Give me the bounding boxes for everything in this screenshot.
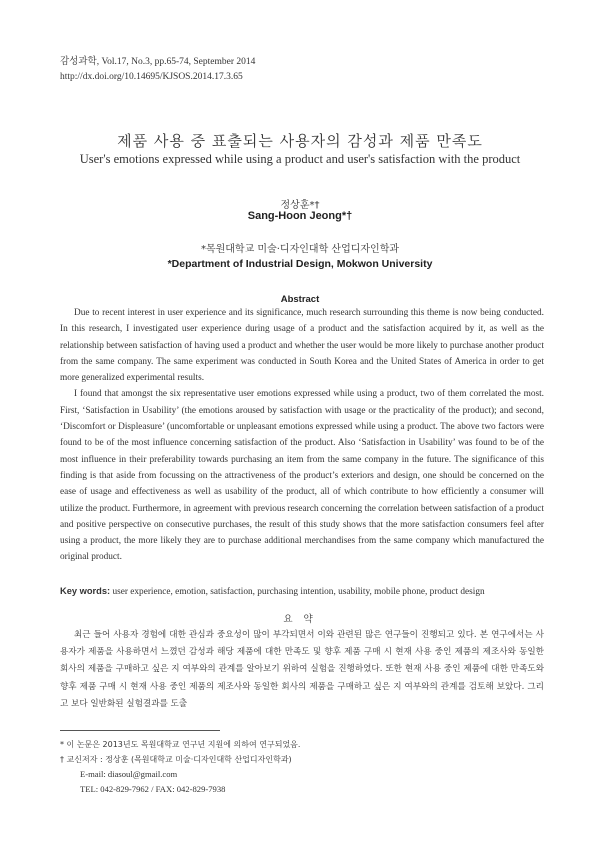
corresponding-author-note: † 교신저자 : 정상훈 (목원대학교 미술·디자인대학 산업디자인학과) — [60, 755, 292, 764]
keywords-text: user experience, emotion, satisfaction, purchasing intention, usability, mobile phone, product design — [112, 587, 485, 597]
summary-body: 최근 들어 사용자 경험에 대한 관심과 중요성이 많이 부각되면서 이와 관련된 많은 연구들이 진행되고 있다. 본 연구에서는 사용자가 제품을 사용하면서 느꼈던 감성과 해당 제품에 대한 만족도 및 향후 제품 구매 시 현재 사용 중인 제품의 제조사와 동일한 회사의 제품을 구매하고 싶은 지 여부와의 관계를 알아보기 위하여 실험을 진행하였다. 또한 현재 사용 중인 제품에 대한 만족도와 향후 제품 구매 시 현재 사용 중인 제품의 제조사와 동일한 회사의 제품을 구매하고 싶은 지 여부와의 관계를 검토해 보았다. 그리고 보다 일반화된 실험결과를 도출 — [60, 630, 544, 709]
author-korean: 정상훈*† — [280, 200, 320, 211]
author-email[interactable]: E-mail: diasoul@gmail.com — [80, 769, 178, 779]
abstract-body — [60, 305, 544, 566]
abstract-paragraph: I found that amongst the six representative user emotions expressed while using a product, two of them correlated the most. First, ‘Satisfaction in Usability’ (the emotions aroused by satisfaction with usage or the practicality of the product); and second, ‘Discomfort or Displeasure’ (uncomfortable or unpleasant emotions expressed while using a product. The above two factors were found to be of the most influence concerning satisfaction of the product. Also ‘Satisfaction in Usability’ was found to be of the most influence in their preferability towards purchasing an item from the same company in the future. The significance of this finding is that aside from focussing on the attractiveness of the product’s exteriors and design, one should be concerned on the ease of usage and effectiveness as well as usability of the product, all of which contribute to how efficiently a consumer will utilize the product. Furthermore, in agreement with previous research concerning the correlation between satisfaction of a product and positive perspective on consecutive purchases, the result of this study shows that the more satisfaction consumers feel after using a product, the more likely they are to purchase additional merchandises from the same company which manufactured the original product. — [60, 389, 544, 563]
affiliation-english: *Department of Industrial Design, Mokwon University — [167, 258, 433, 270]
abstract-paragraph: Due to recent interest in user experience and its significance, much research surrounding this theme is now being conducted. In this research, I investigated user experience during usage of a product and the satisfaction acquired by it, as well as the relationship between satisfaction of having used a product and whether the user would be more likely to purchase another product from the same company. The same experiment was conducted in South Korea and the United States of America in order to get more generalized experimental results. — [60, 308, 544, 384]
keywords — [60, 584, 544, 600]
author-phone: TEL: 042-829-7962 / FAX: 042-829-7938 — [80, 784, 226, 794]
journal-header — [60, 55, 255, 85]
title-english: User's emotions expressed while using a product and user's satisfaction with the product — [79, 152, 521, 166]
title-korean: 제품 사용 중 표출되는 사용자의 감성과 제품 만족도 — [117, 132, 483, 150]
author-english: Sang-Hoon Jeong*† — [247, 210, 353, 222]
journal-citation: 감성과학, Vol.17, No.3, pp.65-74, September 2014 — [60, 57, 256, 67]
abstract-heading: Abstract — [280, 294, 320, 305]
keywords-label: Key words: — [60, 586, 111, 596]
summary-heading: 요 약 — [283, 614, 317, 625]
doi-link[interactable]: http://dx.doi.org/10.14695/KJSOS.2014.17.3.65 — [60, 72, 243, 82]
footnotes — [60, 737, 300, 797]
affiliation-korean: *목원대학교 미술·디자인대학 산업디자인학과 — [200, 244, 400, 255]
funding-note: * 이 논문은 2013년도 목원대학교 연구년 지원에 의하여 연구되었음. — [60, 740, 301, 749]
footnote-divider — [60, 730, 220, 731]
